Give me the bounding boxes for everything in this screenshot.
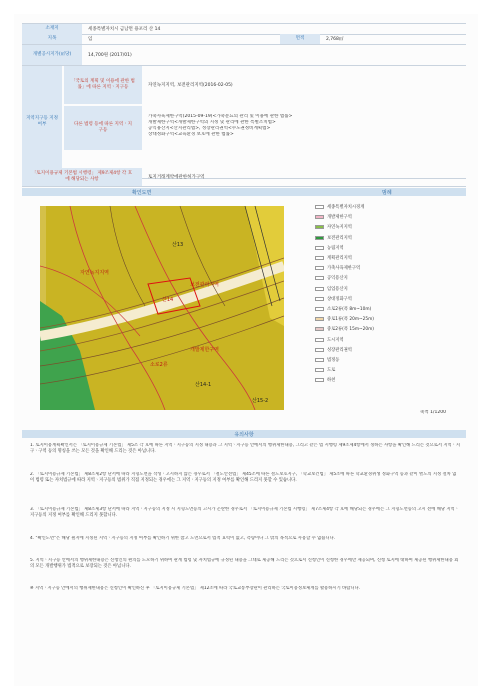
law2-line: 가축사육제한구역(2015-09-19)<가축분뇨의 관리 및 이용에 관한 법률>: [148, 114, 293, 119]
legend-item: [315, 255, 352, 261]
notice-paragraph: 2. 「토지이용규제 기본법」 제8조제2항 단서에 따라 지형도면을 작성ㆍ고시하지 않는 경우로서 「철도안전법」 제45조에 따른 철도보호지구, 「학교보건법」 제5조에 따른 학교환경위생 정화구역 등과 같이 별도의 지정 절차 없이 법령 또는 자치법규에 따라 지역ㆍ지구등의 범위가 직접 지정되는 경우에는 그 지역ㆍ지구등의 지정 여부를 확인해 드리지 못할 수 있습니다.: [30, 472, 457, 484]
legend-label: 보전관리지역: [327, 235, 352, 241]
map-scale: 축척 1/1200: [420, 410, 446, 415]
map-label: 자연녹지지역: [80, 270, 109, 276]
legend-label: 임업용산지: [327, 286, 348, 292]
legend-item: [315, 265, 360, 271]
map-label: 산14: [162, 297, 174, 303]
legend-label: 가축사육제한구역: [327, 266, 361, 272]
area-value: 2,768㎡: [326, 37, 344, 42]
notice-paragraph: ※ 지역ㆍ지구등 안에서의 행위제한내용은 신청인이 확인하신 후 「토지이용규제 기본법」 제12조에 따라 국토교통부장관이 관리하는 국토이용정보체계를 활용하시기 바랍니다.: [30, 586, 361, 591]
map-label: 산15-2: [252, 398, 269, 404]
legend-label: 하천: [327, 378, 336, 384]
location-value: 세종특별자치시 금남면 용포리 산 14: [88, 27, 161, 32]
legend-item: [315, 245, 344, 251]
legend-item: [315, 224, 352, 230]
confirmation-map: [40, 206, 284, 410]
legend-label: 도로: [327, 368, 336, 374]
notice-paragraph: 3. 「토지이용규제 기본법」 제8조제3항 단서에 따라 지역ㆍ지구등의 지정 시 지형도면등의 고시가 곤란한 경우로서 「토지이용규제 기본법 시행령」 제7조제4항 각 호에 해당되는 경우에는 그 지형도면등의 고시 전에 해당 지역ㆍ지구등의 지정 여부를 확인해 드리지 못합니다.: [30, 507, 459, 519]
legend-swatch: [315, 338, 324, 342]
legend-item: [315, 377, 335, 383]
legend-item: [315, 357, 339, 363]
area-label: 면적: [280, 34, 320, 44]
map-label: 산14-1: [195, 382, 212, 388]
location-label: 소재지: [22, 24, 82, 34]
legend-label: 상대정화구역: [327, 296, 352, 302]
map-label: 소로2류: [150, 362, 168, 368]
legend-swatch: [315, 327, 324, 331]
zoning-group-label: 지역지구등 지정여부: [22, 66, 62, 178]
legend-item: [315, 347, 352, 353]
legend-item: [315, 326, 374, 332]
notice-paragraph: 5. 지역ㆍ지구등 안에서의 행위제한내용은 신청인의 편의를 도모하기 위하여 관계 법령 및 자치법규에 규정된 내용을 그대로 제공해 드리는 것으로서 신청인이 신청한 경우에만 제공되며, 신청 토지에 대하여 제공된 행위제한내용 외의 모든 개발행위가 법적으로 보장되는 것은 아닙니다.: [30, 558, 459, 570]
legend-swatch: [315, 256, 324, 260]
legend-item: [315, 316, 374, 322]
legend-label: 계획관리지역: [327, 256, 352, 261]
legend-item: [315, 204, 364, 210]
jimok-label: 지목: [22, 34, 82, 44]
legend-swatch: [315, 215, 324, 219]
legend-item: [315, 306, 371, 312]
legend-swatch: [315, 368, 324, 372]
price-label: 개별공시지가(㎡당): [22, 45, 82, 65]
law2-line: 공익용산지<산지관리법>, 성장관리권역<수도권정비계획법>: [148, 126, 271, 131]
extra-label: 「토지이용규제 기본법 시행령」 제9조제4항 각 호에 해당되는 사항: [22, 168, 142, 186]
price-value: 14,700원 (2017/01): [88, 53, 132, 58]
legend-swatch: [315, 358, 324, 362]
legend-label: 농림지역: [327, 245, 344, 251]
law2-line: 개발제한구역<개발제한구역의 지정 및 관리에 관한 특별조치법>: [148, 120, 276, 125]
jimok-value: 임: [88, 37, 93, 42]
map-label: 개발제한구역: [190, 347, 219, 353]
legend-swatch: [315, 297, 324, 301]
legend-swatch: [315, 317, 324, 321]
law1-value: 자연녹지지역, 보전관리지역(2016-02-05): [148, 83, 233, 88]
map-label: 보전관리지역: [190, 282, 219, 288]
legend-label: 개발제한구역: [327, 215, 352, 221]
legend-label: 자연녹지지역: [327, 225, 352, 231]
legend-label: 중로2류(폭 15m~20m): [327, 327, 374, 333]
legend-item: [315, 296, 352, 302]
legend-label: 공익용산지: [327, 276, 348, 282]
law2-value-list: [148, 114, 466, 138]
legend-item: [315, 286, 348, 292]
price-row: [22, 45, 466, 66]
legend-swatch: [315, 225, 324, 229]
legend-label: 세종특별자치시경계: [327, 205, 365, 210]
extra-row: [22, 168, 466, 187]
legend-swatch: [315, 287, 324, 291]
jimok-row: [22, 34, 466, 45]
map-section-bar: [22, 188, 466, 196]
legend-swatch: [315, 266, 324, 270]
legend-swatch: [315, 236, 324, 240]
law1-label: 「국토의 계획 및 이용에 관한 법률」에 따른 지역ㆍ지구등: [64, 66, 142, 104]
notice-section-bar: [22, 430, 466, 438]
notice-paragraph: 1. 토지이용계획확인서는 「토지이용규제 기본법」 제5조 각 호에 따른 지역ㆍ지구등의 지정 내용과 그 지역ㆍ지구등 안에서의 행위제한내용, 그리고 같은 법 시행령 제9조제4항에서 정하는 사항을 확인해 드리는 것으로서 지역ㆍ지구ㆍ구역 등의 명칭을 쓰는 모든 것을 확인해 드리는 것은 아닙니다.: [30, 443, 460, 455]
map-section-title: 확인도면: [132, 189, 152, 196]
law2-line: 상대정화구역<교육환경 보호에 관한 법률>: [148, 132, 234, 137]
legend-label: 소로2류(폭 8m~10m): [327, 307, 372, 312]
legend-item: [315, 214, 352, 220]
notice-paragraph: 4. "확인도면"은 해당 필지에 지정된 지역ㆍ지구등의 지정 여부를 확인하기 위한 참고 도면으로서 법적 효력이 없고, 측량이나 그 밖의 목적으로 사용할 수 없습니다.: [30, 536, 336, 541]
notice-title: 유의사항: [234, 431, 254, 438]
extra-value: 토지거래계약에관한허가구역: [148, 175, 205, 180]
legend-item: [315, 367, 335, 373]
legend-label: 도시지역: [327, 337, 344, 343]
zoning-block: [22, 66, 466, 179]
legend-swatch: [315, 246, 324, 250]
legend-label: 성장관리권역: [327, 347, 352, 353]
legend-label: 중로1류(폭 20m~25m): [327, 317, 374, 323]
legend-item: [315, 275, 348, 281]
legend-section-title: 범례: [382, 189, 392, 196]
legend-swatch: [315, 307, 324, 311]
legend-swatch: [315, 276, 324, 280]
legend-swatch: [315, 348, 324, 352]
law2-label: 다른 법령 등에 따른 지역ㆍ지구등: [64, 106, 142, 150]
legend-label: 법정동: [327, 358, 340, 363]
legend-swatch: [315, 378, 324, 382]
legend-item: [315, 235, 352, 241]
legend-swatch: [315, 205, 324, 209]
map-label: 산13: [172, 242, 184, 248]
legend-item: [315, 337, 344, 343]
